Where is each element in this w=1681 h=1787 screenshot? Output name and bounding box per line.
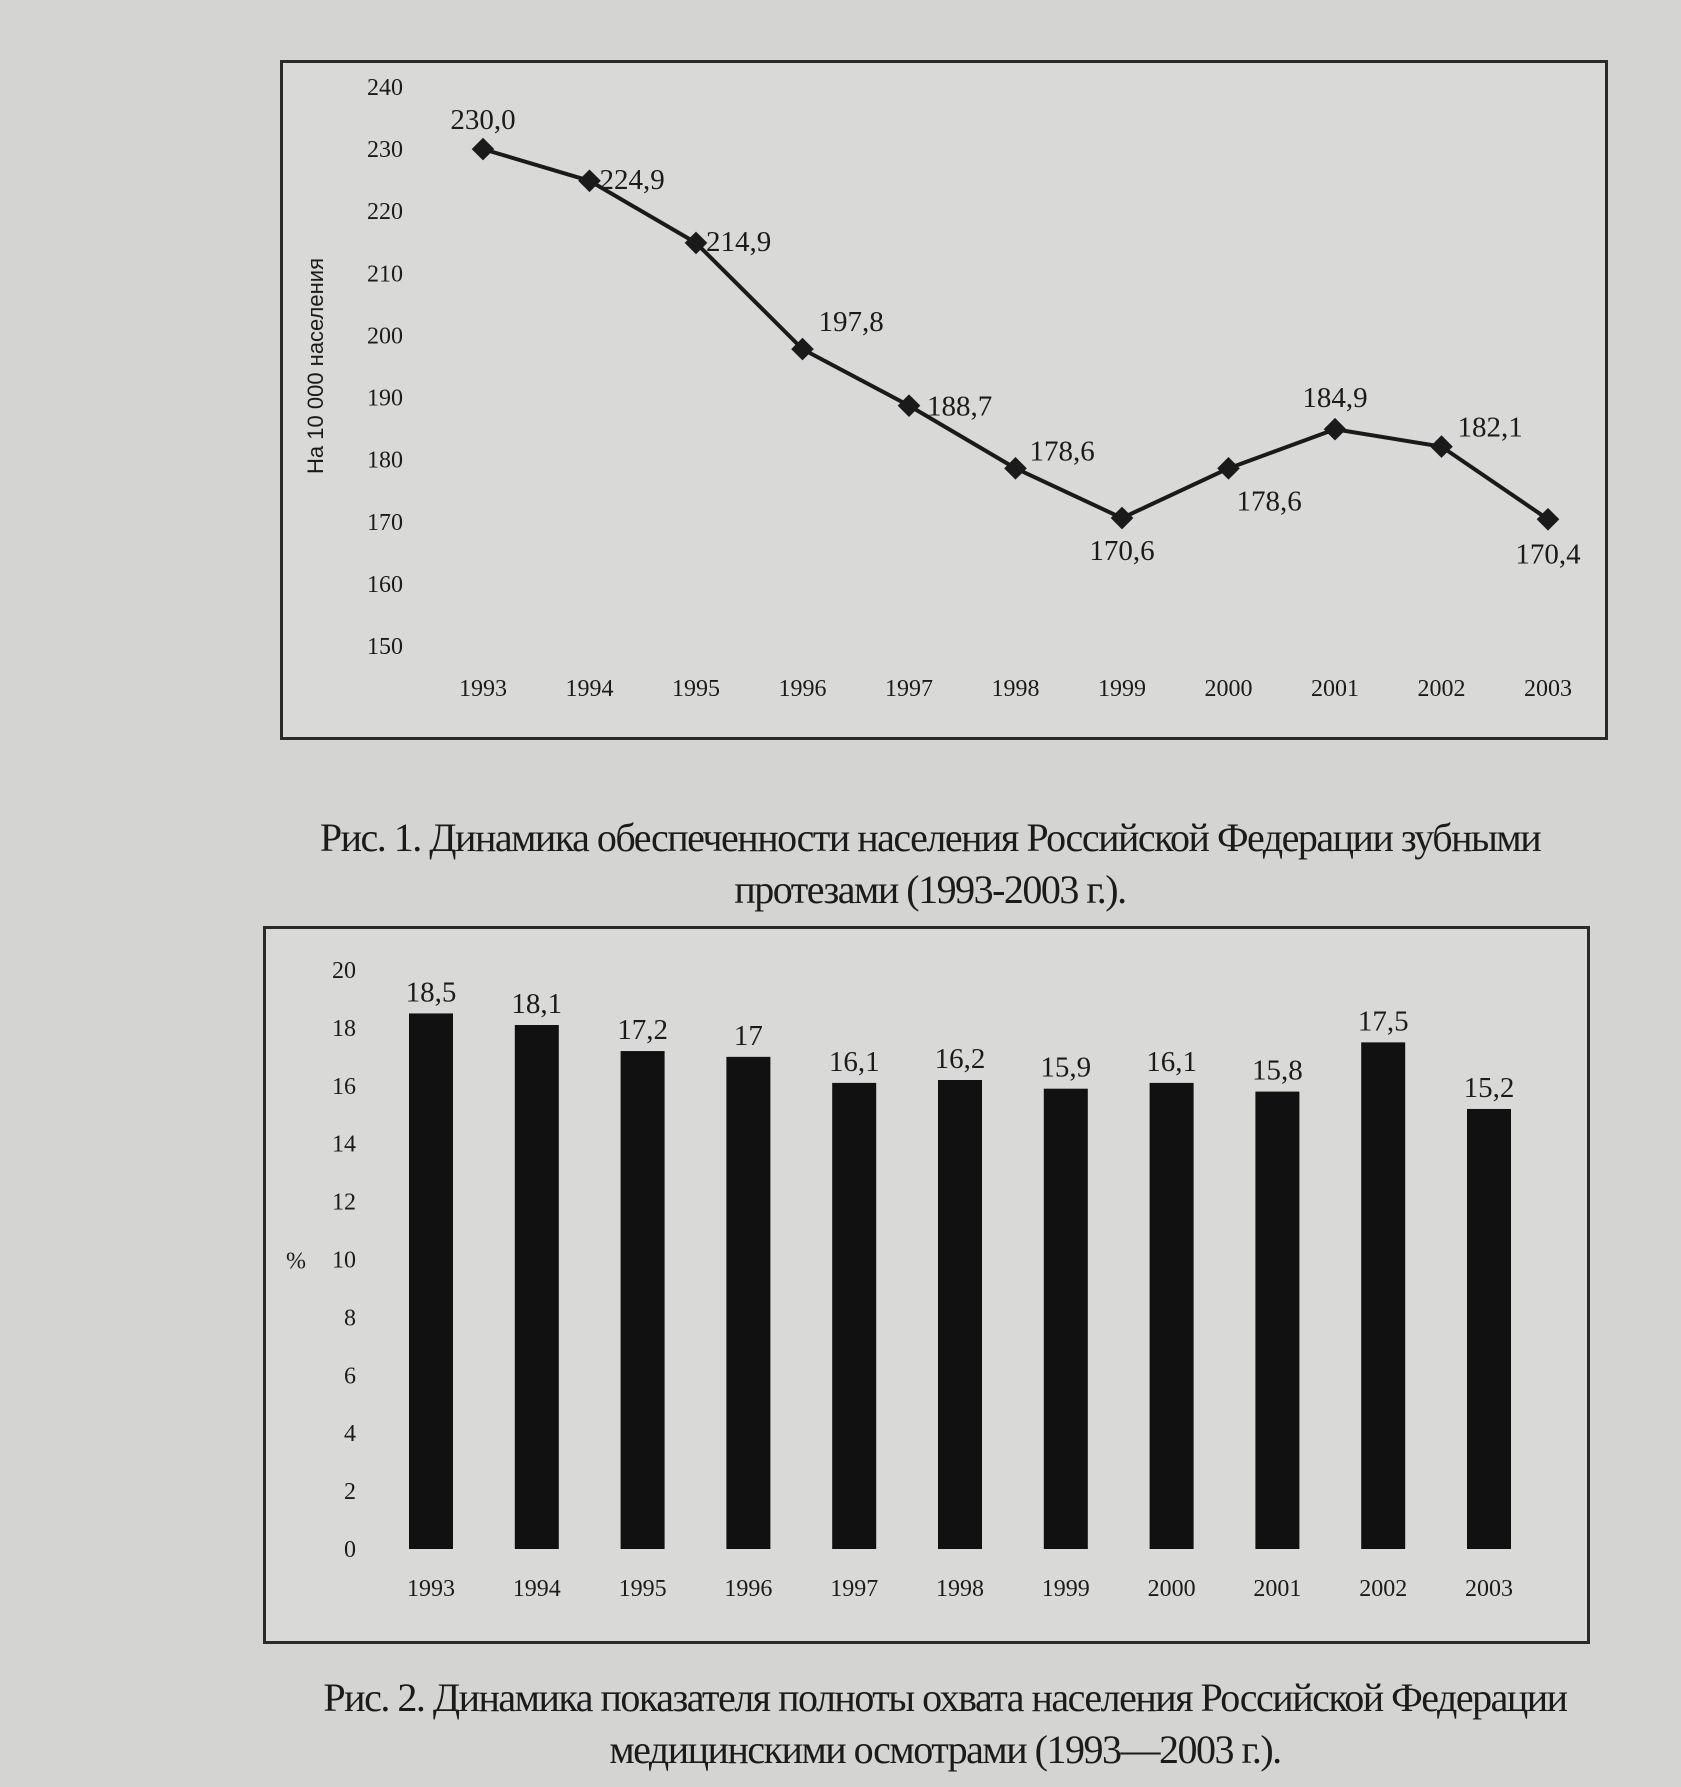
data-label: 16,1: [828, 1045, 880, 1078]
x-tick-label: 1998: [936, 1576, 984, 1602]
bar: [1361, 1042, 1405, 1549]
figure-1-caption-line-1: Рис. 1. Динамика обеспеченности населения Российской Федерации зубными: [319, 815, 1541, 860]
y-tick-label: 18: [332, 1015, 356, 1042]
data-point-marker: [578, 169, 601, 192]
y-tick-label: 180: [367, 447, 403, 474]
y-tick-label: 20: [332, 958, 356, 984]
y-tick-label: 8: [344, 1305, 356, 1332]
y-tick-label: 2: [344, 1479, 356, 1506]
x-tick-label: 1996: [778, 676, 827, 702]
data-label: 230,0: [450, 104, 516, 137]
y-tick-label: 160: [367, 571, 403, 598]
x-tick-label: 1994: [565, 676, 614, 702]
bar: [1044, 1089, 1088, 1549]
data-label: 178,6: [1029, 435, 1095, 468]
data-label: 184,9: [1302, 382, 1368, 415]
data-point-marker: [898, 394, 921, 417]
data-label: 17,5: [1357, 1005, 1409, 1038]
y-tick-label: 12: [332, 1189, 356, 1216]
bar-chart-frame: [263, 926, 1590, 1644]
y-axis-label: %: [286, 1248, 306, 1275]
data-point-marker: [1004, 457, 1027, 480]
x-tick-label: 1996: [724, 1576, 773, 1602]
y-tick-label: 230: [367, 137, 403, 164]
x-tick-label: 1998: [991, 676, 1040, 702]
data-label: 214,9: [706, 225, 772, 258]
bar: [832, 1083, 876, 1549]
data-label: 197,8: [818, 306, 884, 339]
bar: [515, 1025, 559, 1549]
data-label: 17,2: [617, 1014, 668, 1047]
x-tick-label: 1993: [459, 676, 507, 702]
data-point-marker: [472, 138, 495, 161]
x-tick-label: 1997: [885, 676, 933, 702]
y-tick-label: 190: [367, 385, 403, 412]
bar: [726, 1057, 770, 1549]
x-tick-label: 1999: [1098, 676, 1146, 702]
y-tick-label: 6: [344, 1363, 356, 1390]
data-label: 18,1: [511, 988, 563, 1021]
y-tick-label: 200: [367, 323, 403, 350]
x-tick-label: 1995: [672, 676, 720, 702]
bar: [1467, 1109, 1511, 1549]
x-tick-label: 2003: [1524, 676, 1572, 702]
data-label: 188,7: [927, 390, 993, 423]
x-tick-label: 1993: [407, 1576, 455, 1602]
bar: [1150, 1083, 1194, 1549]
y-tick-label: 16: [332, 1073, 356, 1100]
bar: [621, 1051, 665, 1549]
line-chart-frame: [280, 60, 1608, 740]
data-label: 182,1: [1457, 411, 1523, 444]
data-point-marker: [1537, 508, 1560, 531]
y-axis-label: На 10 000 населения: [303, 258, 328, 474]
y-tick-label: 170: [367, 509, 403, 536]
figure-1-caption: [200, 812, 1660, 916]
x-tick-label: 2001: [1253, 1576, 1302, 1602]
y-tick-label: 14: [332, 1131, 356, 1158]
y-tick-label: 220: [367, 199, 403, 226]
y-tick-label: 240: [367, 75, 403, 101]
y-tick-label: 4: [344, 1421, 356, 1448]
figure-2-caption-line-1: Рис. 2. Динамика показателя полноты охвата населения Российской Федерации: [323, 1675, 1567, 1720]
data-label: 16,1: [1146, 1045, 1197, 1078]
x-tick-label: 2001: [1311, 676, 1359, 702]
figure-1-caption-line-2: протезами (1993-2003 г.).: [734, 867, 1126, 912]
data-label: 178,6: [1236, 485, 1302, 518]
bar: [409, 1013, 453, 1549]
data-label: 15,2: [1463, 1071, 1515, 1104]
bar-chart: [266, 929, 1587, 1641]
data-label: 18,5: [405, 976, 457, 1009]
x-tick-label: 1994: [512, 1576, 561, 1602]
x-tick-label: 1999: [1041, 1576, 1090, 1602]
data-point-marker: [1217, 457, 1240, 480]
x-tick-label: 2003: [1465, 1576, 1513, 1602]
data-label: 170,6: [1089, 535, 1155, 568]
y-tick-label: 150: [367, 634, 403, 660]
x-tick-label: 1995: [618, 1576, 667, 1602]
data-label: 15,9: [1040, 1051, 1092, 1084]
y-tick-label: 210: [367, 261, 403, 288]
data-label: 17: [733, 1019, 763, 1052]
data-label: 16,2: [934, 1043, 986, 1076]
data-label: 15,8: [1252, 1054, 1303, 1087]
x-tick-label: 2002: [1417, 676, 1466, 702]
data-point-marker: [1111, 507, 1134, 530]
figure-2-caption-line-2: медицинскими осмотрами (1993—2003 г.).: [609, 1727, 1281, 1772]
figure-2-caption: [215, 1672, 1675, 1776]
x-tick-label: 2002: [1359, 1576, 1408, 1602]
data-label: 224,9: [599, 163, 665, 196]
line-chart: [283, 63, 1605, 737]
data-point-marker: [1324, 418, 1347, 441]
y-tick-label: 10: [332, 1247, 356, 1274]
x-tick-label: 2000: [1204, 676, 1253, 702]
bar: [1255, 1092, 1299, 1549]
y-tick-label: 0: [344, 1537, 356, 1563]
x-tick-label: 2000: [1147, 1576, 1196, 1602]
bar: [938, 1080, 982, 1549]
data-label: 170,4: [1515, 538, 1581, 571]
x-tick-label: 1997: [830, 1576, 879, 1602]
data-point-marker: [1430, 435, 1453, 458]
